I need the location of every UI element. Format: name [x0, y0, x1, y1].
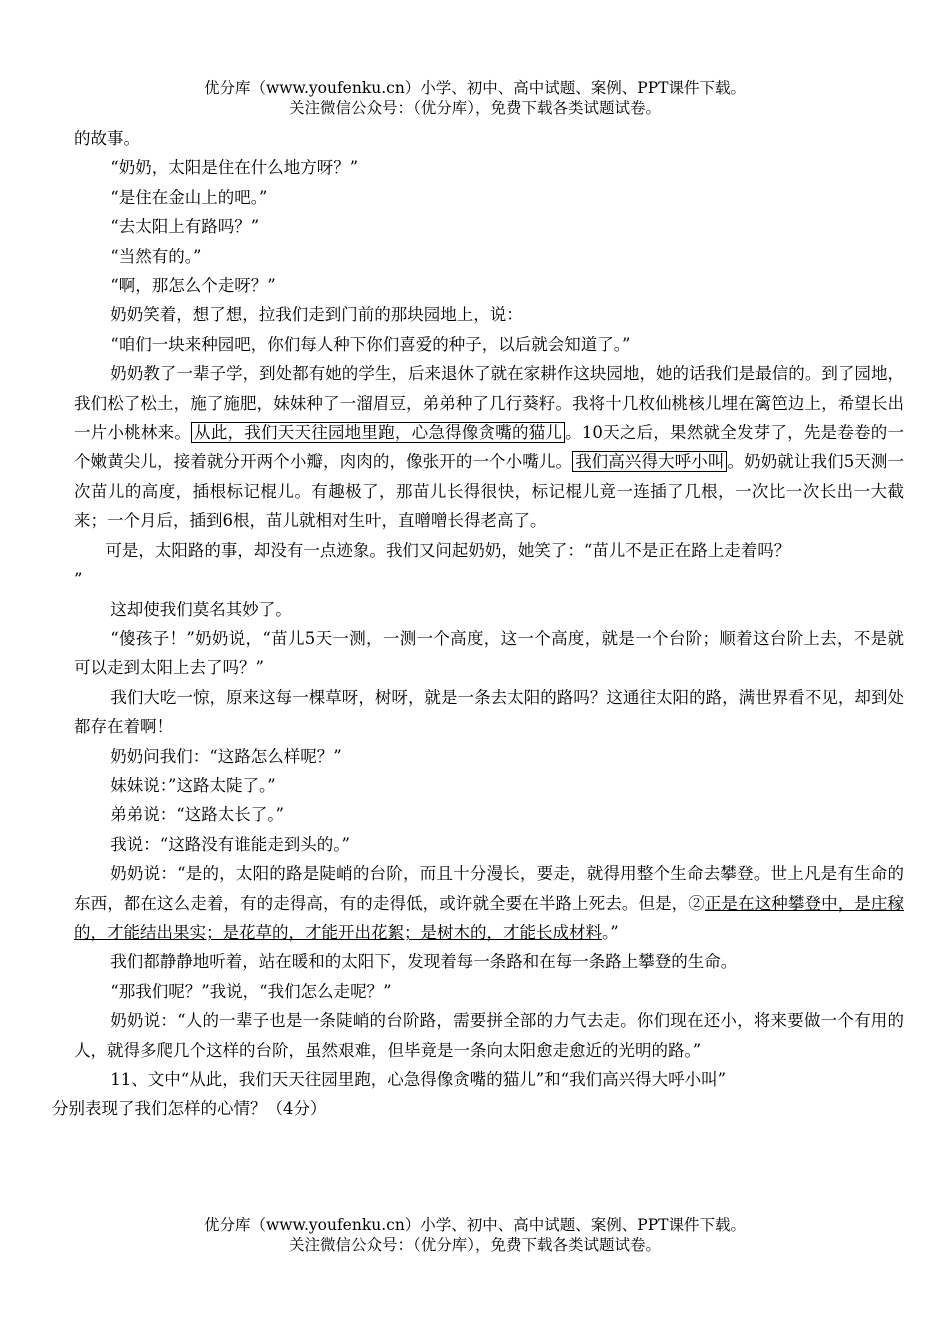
paragraph: 奶奶说：“人的一辈子也是一条陡峭的台阶路，需要拼全部的力气去走。你们现在还小，将来要做一个有用的人，就得多爬几个这样的台阶，虽然艰难，但毕竟是一条向太阳愈走愈近的光明的路。”: [74, 1011, 904, 1060]
paragraph: 这却使我们莫名其妙了。: [110, 599, 292, 619]
header-line-1: 优分库（www.youfenku.cn）小学、初中、高中试题、案例、PPT课件下载。: [203, 79, 747, 97]
footer-line-1: 优分库（www.youfenku.cn）小学、初中、高中试题、案例、PPT课件下载。: [203, 1216, 747, 1234]
dialogue-line: “咱们一块来种园吧，你们每人种下你们喜爱的种子，以后就会知道了。”: [110, 334, 631, 354]
paragraph: 奶奶笑着，想了想，拉我们走到门前的那块园地上，说：: [110, 305, 523, 325]
header-line-2: 关注微信公众号：（优分库），免费下载各类试题试卷。: [288, 99, 661, 117]
dialogue-line: “奶奶，太阳是住在什么地方呀？”: [110, 158, 359, 178]
paragraph-garden: [74, 359, 904, 535]
paragraph: “傻孩子！”奶奶说，“苗儿5天一测，一测一个高度，这一个高度，就是一个台阶；顺着这台阶上去，不是就可以走到太阳上去了吗？”: [74, 628, 904, 678]
dialogue-line: “是住在金山上的吧。”: [110, 187, 268, 207]
dialogue-line: “那我们呢？”我说，“我们怎么走呢？”: [110, 981, 392, 1001]
paragraph: 我们大吃一惊，原来这每一棵草呀，树呀，就是一条去太阳的路吗？这通往太阳的路，满世界看不见，却到处都存在着啊！: [74, 687, 904, 737]
question-line-2: 分别表现了我们怎样的心情？（4分）: [52, 1099, 327, 1119]
paragraph-climb: [74, 859, 904, 947]
text-span: 奶奶教了一辈子学，到处都有她的学生，后来退休了就在家耕作这块园地，她的话我们是最信的。到了园地，我们松了松土，施了施肥，妹妹种了一溜眉豆，弟弟种了几行葵籽。我将十几枚仙桃核儿埋在篱笆边上，希望长出一片小桃林来。: [74, 364, 904, 443]
dialogue-line: 妹妹说：”这路太陡了。”: [110, 775, 276, 795]
paragraph-tail: [74, 565, 904, 594]
paragraph: 可是，太阳路的事，却没有一点迹象。我们又问起奶奶，她笑了：“苗儿不是正在路上走着吗？: [105, 540, 791, 560]
dialogue-line: 奶奶问我们：“这路怎么样呢？”: [110, 746, 342, 766]
boxed-sentence-1: 从此，我们天天往园地里跑，心急得像贪嘴的猫儿: [191, 422, 565, 443]
dialogue-line: “当然有的。”: [110, 246, 202, 266]
text-span: 。”: [602, 922, 619, 942]
dialogue-line: “去太阳上有路吗？”: [110, 217, 260, 237]
footer-line-2: 关注微信公众号：（优分库），免费下载各类试题试卷。: [288, 1236, 661, 1254]
paragraph: 我们都静静地听着，站在暖和的太阳下，发现着每一条路和在每一条路上攀登的生命。: [110, 952, 738, 972]
text-span: 奶奶说：“是的，太阳的路是陡峭的台阶，而且十分漫长，要走，就得用整个生命去攀登。世上凡是有生命的东西，都在这么走着，有的走得高，有的走得低，或许就全要在半路上死去。但是，②: [74, 864, 904, 913]
text-span: 。奶奶就让我们5天测一次苗儿的高度，插根标记棍儿。有趣极了，那苗儿长得很快，标记棍儿竟一连插了几根，一次比一次长出一大截来；一个月后，插到6根，苗儿就相对生叶，直噌噌长得老高了。: [74, 452, 905, 531]
dialogue-line: “啊，那怎么个走呀？”: [110, 276, 276, 296]
dialogue-line: 我说：“这路没有谁能走到头的。”: [110, 834, 350, 854]
page-footer: [0, 1215, 950, 1255]
boxed-sentence-2: 我们高兴得大呼小叫: [572, 451, 727, 472]
page-header: [0, 78, 950, 118]
closing-quote: ”: [74, 570, 83, 590]
story-body: [52, 124, 905, 1124]
dialogue-line: 弟弟说：“这路太长了。”: [110, 805, 284, 825]
underlined-sentence: 正是在这种攀登中，是庄稼的，才能结出果实；是花草的，才能开出花絮；是树木的，才能长成材料: [74, 893, 905, 942]
text-span: 。10天之后，果然就全发芽了，先是卷卷的一个嫩黄尖儿，接着就分开两个小瓣，肉肉的，像张开的一个小嘴儿。: [74, 423, 905, 472]
question-line-1: 11、文中“从此，我们天天往园里跑，心急得像贪嘴的猫儿”和“我们高兴得大呼小叫”: [110, 1070, 727, 1089]
story-fragment: 的故事。: [74, 129, 140, 148]
